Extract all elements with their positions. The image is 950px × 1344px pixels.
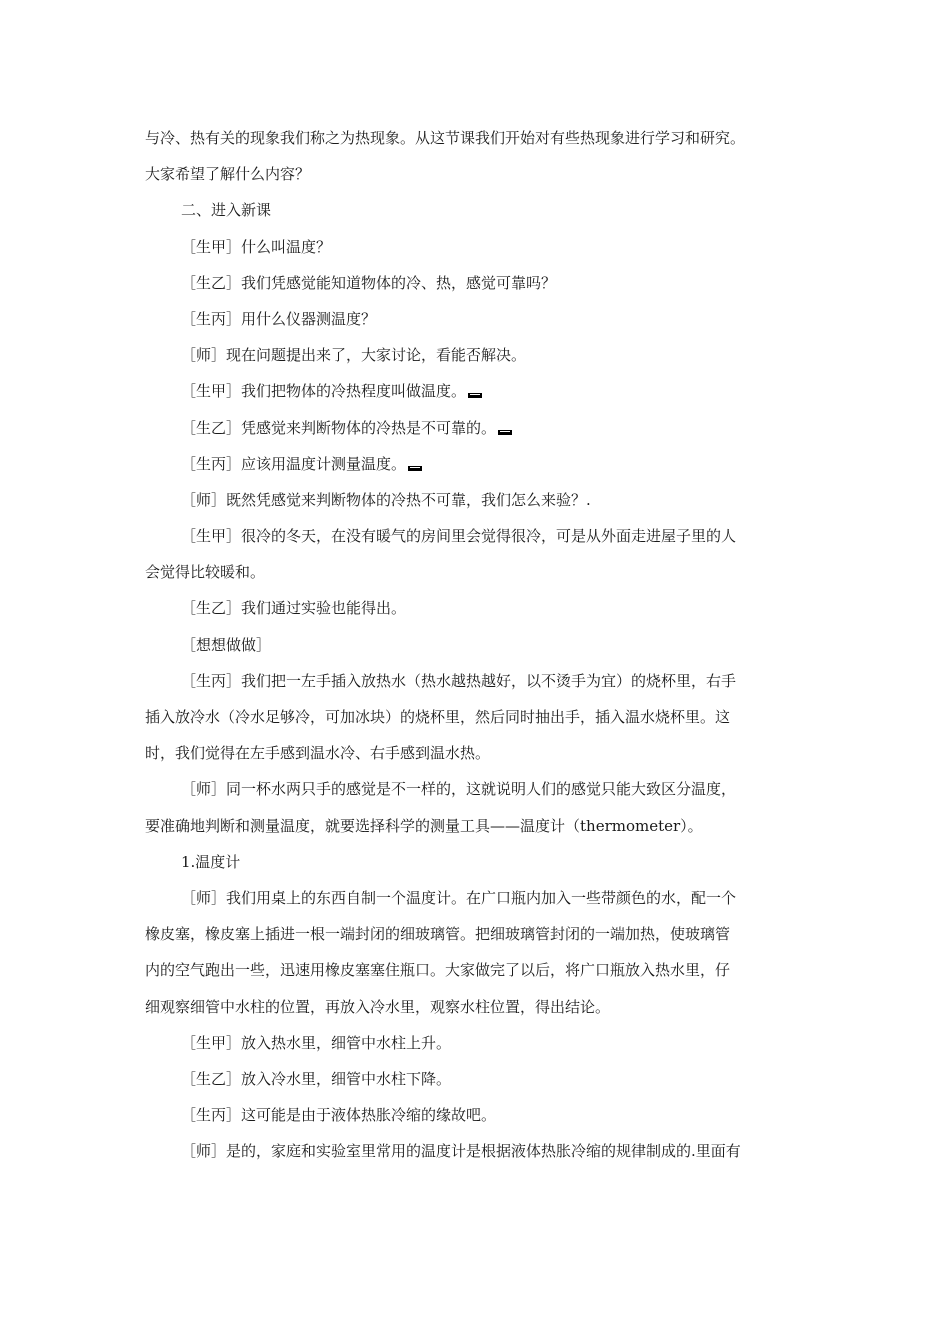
text-line xyxy=(145,771,812,807)
text-line xyxy=(145,229,812,265)
text-line-content: 大家希望了解什么内容？ xyxy=(145,165,311,184)
text-line-content: ［生丙］应该用温度计测量温度。 xyxy=(181,454,407,473)
text-line-content: ［师］现在问题提出来了，大家讨论，看能否解决。 xyxy=(181,346,527,365)
text-line xyxy=(145,880,812,916)
text-line-content: 时，我们觉得在左手感到温水冷、右手感到温水热。 xyxy=(145,744,491,763)
text-line-content: 内的空气跑出一些，迅速用橡皮塞塞住瓶口。大家做完了以后，将广口瓶放入热水里，仔 xyxy=(145,961,731,980)
text-line xyxy=(145,952,812,988)
text-line xyxy=(145,554,812,590)
text-line-content: ［想想做做］ xyxy=(181,635,272,654)
text-line xyxy=(145,301,812,337)
text-line-content: ［生甲］放入热水里，细管中水柱上升。 xyxy=(181,1033,452,1052)
bracket-mark-icon xyxy=(468,393,482,398)
text-line xyxy=(145,844,812,880)
text-line xyxy=(145,337,812,373)
text-line-content: ［生丙］用什么仪器测温度？ xyxy=(181,309,377,328)
text-line xyxy=(145,446,812,482)
text-line xyxy=(145,120,812,156)
text-line xyxy=(145,265,812,301)
text-line xyxy=(145,590,812,626)
text-line xyxy=(145,989,812,1025)
text-line-content: ［生乙］我们凭感觉能知道物体的冷、热，感觉可靠吗？ xyxy=(181,273,557,292)
text-line xyxy=(145,808,812,844)
text-line-content: ［师］同一杯水两只手的感觉是不一样的，这就说明人们的感觉只能大致区分温度， xyxy=(181,780,737,799)
text-line-content: ［生乙］放入冷水里，细管中水柱下降。 xyxy=(181,1069,452,1088)
text-line xyxy=(145,735,812,771)
text-line-content: ［师］我们用桌上的东西自制一个温度计。在广口瓶内加入一些带颜色的水，配一个 xyxy=(181,888,737,907)
text-line-content: ［生乙］凭感觉来判断物体的冷热是不可靠的。 xyxy=(181,418,497,437)
text-line-content: ［生甲］什么叫温度？ xyxy=(181,237,332,256)
text-line xyxy=(145,482,812,518)
text-line-content: ［生丙］我们把一左手插入放热水（热水越热越好，以不烫手为宜）的烧杯里，右手 xyxy=(181,671,737,690)
text-line-content: ［生丙］这可能是由于液体热胀冷缩的缘故吧。 xyxy=(181,1106,497,1125)
text-line-content: 1.温度计 xyxy=(181,852,241,871)
text-line xyxy=(145,1061,812,1097)
text-line xyxy=(145,373,812,409)
text-line xyxy=(145,518,812,554)
text-line xyxy=(145,663,812,699)
text-line-content: ［师］既然凭感觉来判断物体的冷热不可靠，我们怎么来验？. xyxy=(181,490,591,509)
text-line-content: 橡皮塞，橡皮塞上插进一根一端封闭的细玻璃管。把细玻璃管封闭的一端加热，使玻璃管 xyxy=(145,925,731,944)
text-line-content: ［生乙］我们通过实验也能得出。 xyxy=(181,599,407,618)
text-line-content: ［生甲］很冷的冬天，在没有暖气的房间里会觉得很冷，可是从外面走进屋子里的人 xyxy=(181,527,737,546)
text-line xyxy=(145,916,812,952)
text-line-content: 细观察细管中水柱的位置，再放入冷水里，观察水柱位置，得出结论。 xyxy=(145,997,611,1016)
text-line xyxy=(145,627,812,663)
text-line-content: ［师］是的，家庭和实验室里常用的温度计是根据液体热胀冷缩的规律制成的.里面有 xyxy=(181,1142,741,1161)
text-line-content: 要准确地判断和测量温度，就要选择科学的测量工具——温度计（thermometer）。 xyxy=(145,816,703,835)
text-line xyxy=(145,192,812,228)
bracket-mark-icon xyxy=(498,430,512,435)
text-line-content: ［生甲］我们把物体的冷热程度叫做温度。 xyxy=(181,382,467,401)
text-line xyxy=(145,1097,812,1133)
text-line-content: 二、进入新课 xyxy=(181,201,272,220)
bracket-mark-icon xyxy=(408,466,422,471)
text-line xyxy=(145,699,812,735)
text-line xyxy=(145,156,812,192)
text-line xyxy=(145,1133,812,1169)
text-line xyxy=(145,1025,812,1061)
text-line-content: 会觉得比较暖和。 xyxy=(145,563,266,582)
text-line-content: 插入放冷水（冷水足够冷，可加冰块）的烧杯里，然后同时抽出手，插入温水烧杯里。这 xyxy=(145,708,731,726)
text-line xyxy=(145,410,812,446)
text-line-content: 与冷、热有关的现象我们称之为热现象。从这节课我们开始对有些热现象进行学习和研究。 xyxy=(145,129,746,147)
